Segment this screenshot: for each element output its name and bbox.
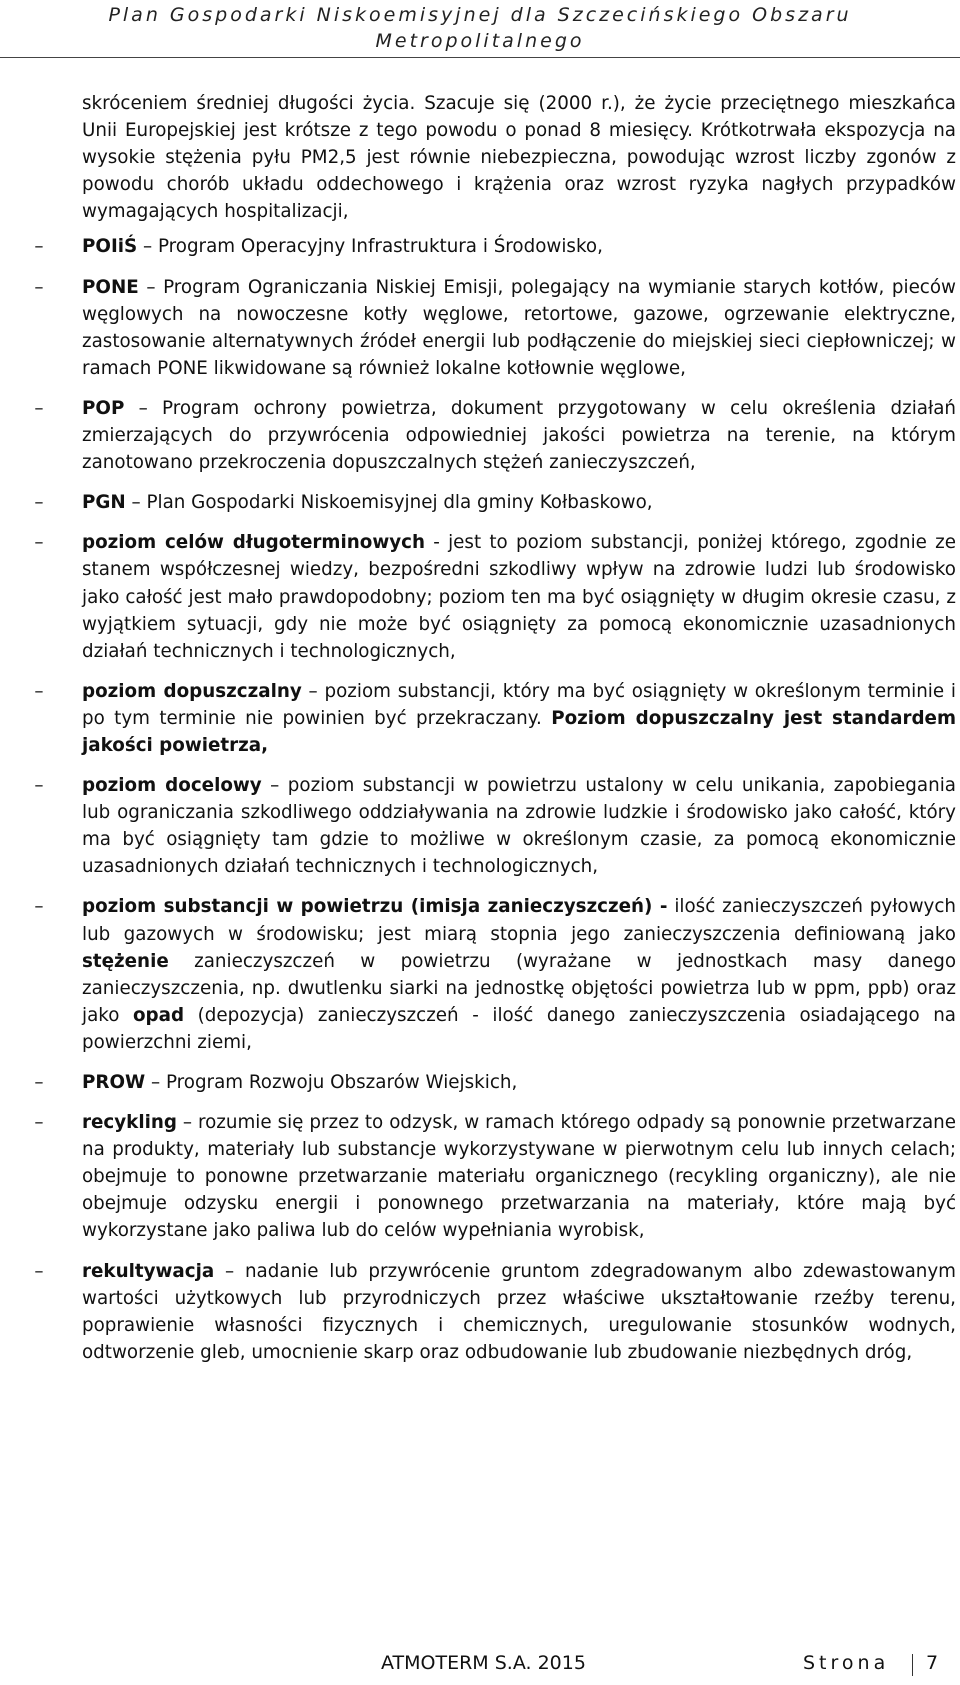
definition-text: – Program Rozwoju Obszarów Wiejskich, [145, 1072, 518, 1093]
definition-text: – Program ochrony powietrza, dokument przygotowany w celu określenia działań zmierzających do przywrócenia odpowiedniej jakości powietrza na terenie, na którym zanotowano przekroczenia dopuszczalnych stężeń zanieczyszczeń, [82, 397, 956, 474]
definition-item [34, 678, 957, 759]
intro-paragraph: skróceniem średniej długości życia. Szacuje się (2000 r.), że życie przeciętnego mieszkańca Unii Europejskiej jest krótsze z tego powodu o ponad 8 miesięcy. Krótkotrwała ekspozycja na wysokie stężenia pyłu PM2,5 jest równie niebezpieczna, powodując wzrost liczby zgonów z powodu chorób układu oddechowego i krążenia oraz wzrost ryzyka nagłych przypadków wymagających hospitalizacji, [82, 93, 956, 223]
definition-text: – rozumie się przez to odzysk, w ramach którego odpady są ponownie przetwarzane na produkty, materiały lub substancje wykorzystywane w pierwotnym celu lub innych celach; obejmuje to ponowne przetwarzanie materiału organicznego (recykling organiczny), ale nie obejmuje odzysku energii i ponownego przetwarzania na materiały, które mają być wykorzystane jako paliwa lub do celów wypełniania wyrobisk, [82, 1112, 956, 1242]
header-title-line-2: Metropolitalnego [375, 30, 585, 52]
footer-company: ATMOTERM S.A. 2015 [381, 1652, 586, 1674]
list-dash: – [34, 236, 44, 258]
definition-text: – Plan Gospodarki Niskoemisyjnej dla gminy Kołbaskowo, [125, 492, 653, 514]
list-dash: – [34, 1072, 44, 1093]
definition-item [34, 274, 956, 382]
footer-divider [912, 1654, 913, 1676]
definition-item [34, 529, 957, 664]
definition-text: ilość zanieczyszczeń pyłowych lub gazowych w środowisku; jest miarą stopnia jego zanieczyszczenia definiowaną jako [82, 896, 956, 945]
definition-term: poziom substancji w powietrzu (imisja zanieczyszczeń) - [82, 896, 668, 918]
definition-emphasis: stężenie [82, 950, 169, 972]
definition-item [34, 772, 956, 880]
list-dash: – [34, 896, 44, 918]
document-body [34, 90, 957, 1379]
header-divider [0, 57, 960, 58]
list-dash: – [34, 680, 44, 702]
definition-term: POIiŚ [82, 236, 138, 258]
definition-text: – nadanie lub przywrócenie gruntom zdegradowanym albo zdewastowanym wartości użytkowych lub przyrodniczych przez właściwe ukształtowanie rzeźby terenu, poprawienie własności fizycznych i chemicznych, uregulowanie stosunków wodnych, odtworzenie gleb, umocnienie skarp oraz odbudowanie lub zbudowanie niezbędnych dróg, [82, 1260, 956, 1363]
definition-text: (depozycja) zanieczyszczeń - ilość danego zanieczyszczenia osiadającego na powierzchni ziemi, [82, 1004, 956, 1053]
footer-page-number: 7 [926, 1652, 939, 1674]
definition-text: – poziom substancji w powietrzu ustalony w celu unikania, zapobiegania lub ograniczania szkodliwego oddziaływania na zdrowie ludzkie i środowisko jako całość, który ma być osiągnięty tam gdzie to możliwe w określonym czasie, za pomocą ekonomicznie uzasadnionych działań technicznych i technologicznych, [82, 775, 956, 878]
list-dash: – [34, 276, 44, 298]
definition-term: poziom docelowy [82, 775, 262, 797]
definition-text: – poziom substancji, który ma być osiągnięty w określonym terminie i po tym terminie nie powinien być przekraczany. [82, 680, 956, 729]
definition-term: recykling [82, 1112, 177, 1134]
header-title-line-1: Plan Gospodarki Niskoemisyjnej dla Szczecińskiego Obszaru [108, 4, 852, 26]
definition-text: – Program Operacyjny Infrastruktura i Środowisko, [137, 236, 603, 258]
definition-term: POP [82, 397, 125, 419]
definition-term: PROW [82, 1072, 146, 1093]
definition-item [34, 489, 956, 516]
page-header [0, 0, 960, 62]
definition-emphasis: Poziom dopuszczalny jest standardem jakości powietrza, [82, 707, 957, 756]
definition-term: PONE [82, 276, 139, 298]
page-footer [0, 1652, 960, 1682]
definition-item [34, 395, 956, 476]
definition-item [34, 1258, 956, 1366]
definition-emphasis: opad [132, 1004, 185, 1026]
list-dash: – [34, 1112, 44, 1134]
definition-term: rekultywacja [82, 1260, 215, 1282]
definition-text: – Program Ograniczania Niskiej Emisji, polegający na wymianie starych kotłów, pieców węglowych na nowoczesne kotły węglowe, retortowe, gazowe, ogrzewanie elektryczne, zastosowanie alternatywnych źródeł energii lub podłączenie do miejskiej sieci ciepłowniczej; w ramach PONE likwidowane są również lokalne kotłownie węglowe, [82, 276, 956, 379]
list-dash: – [34, 1260, 44, 1282]
definition-text: zanieczyszczeń w powietrzu (wyrażane w jednostkach masy danego zanieczyszczenia, np. dwutlenku siarki na jednostkę objętości powietrza lub w ppm, ppb) oraz jako [82, 950, 956, 1026]
definition-text: - jest to poziom substancji, poniżej którego, zgodnie ze stanem współczesnej wiedzy, bezpośredni szkodliwy wpływ na zdrowie ludzi lub środowisko jako całość jest mało prawdopodobny; poziom ten ma być osiągnięty w długim okresie czasu, z wyjątkiem sytuacji, gdy nie może być osiągnięty za pomocą ekonomicznie uzasadnionych działań technicznych i technologicznych, [82, 532, 957, 662]
definition-item [34, 1109, 956, 1244]
definition-term: PGN [82, 492, 126, 514]
list-dash: – [34, 492, 44, 514]
definition-term: poziom celów długoterminowych [82, 532, 425, 554]
footer-page-label: Strona [803, 1652, 890, 1674]
definition-item [34, 893, 956, 1056]
definition-item [34, 1069, 956, 1096]
list-dash: – [34, 775, 44, 797]
list-dash: – [34, 397, 44, 419]
definition-term: poziom dopuszczalny [82, 680, 302, 702]
list-dash: – [34, 532, 44, 554]
definition-item [34, 233, 956, 260]
